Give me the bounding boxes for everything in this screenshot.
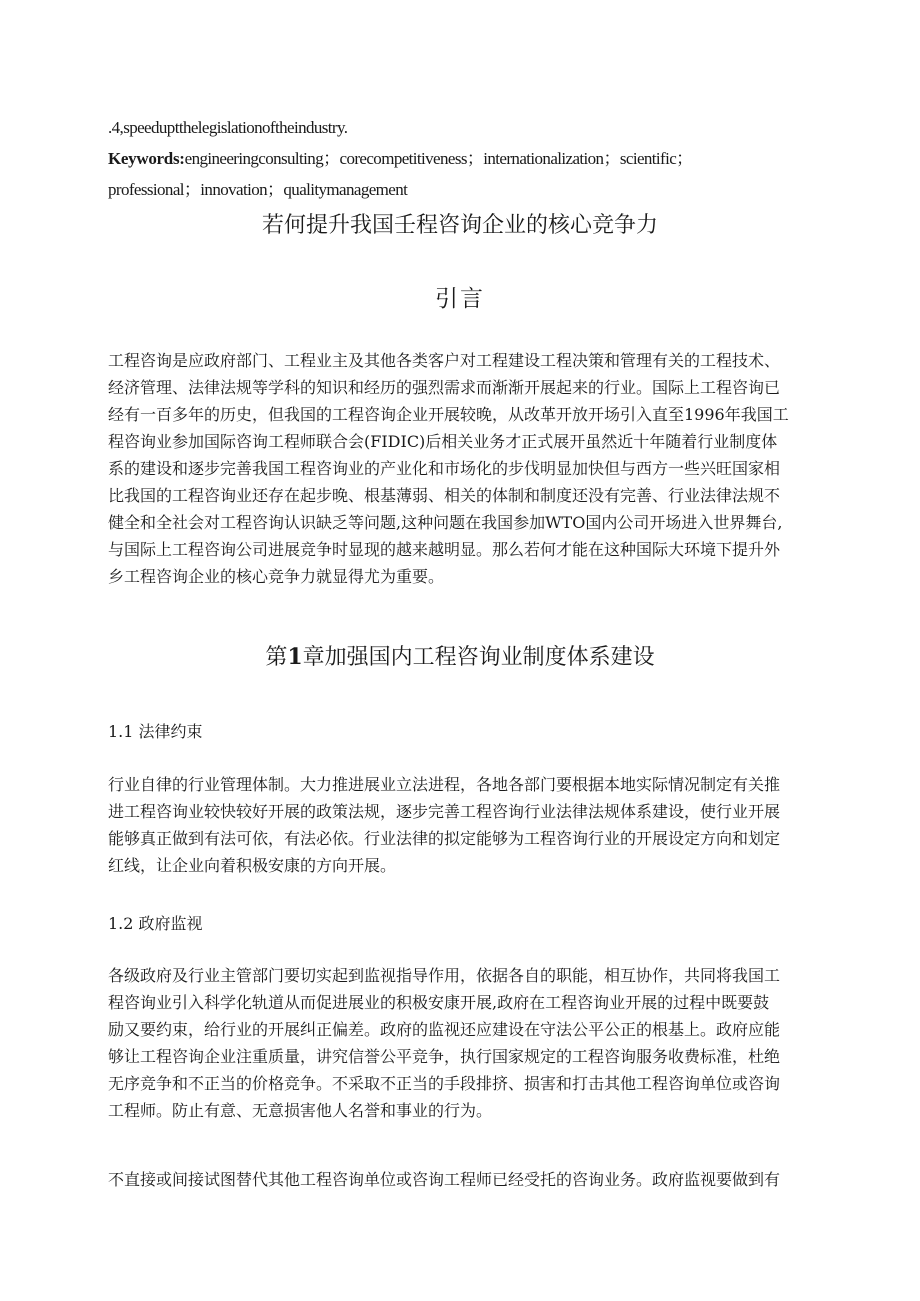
keywords-line <box>108 143 808 174</box>
intro-heading: 引言 <box>435 286 485 312</box>
chapter-prefix: 第 <box>265 645 288 670</box>
document-title: 若何提升我国壬程咨询企业的核心竞争力 <box>261 213 658 238</box>
paragraph-line: 不直接或间接试图替代其他工程咨询单位或咨询工程师已经受托的咨询业务。政府监视要做到有 <box>108 1170 781 1189</box>
section-heading-1-1: 1.1 法律约束 <box>108 722 203 741</box>
paragraph-line: 励又要约束，给行业的开展纠正偏差。政府的监视还应建设在守法公平公正的根基上。政府应能 <box>108 1020 781 1039</box>
keywords-label: Keywords: <box>108 149 185 168</box>
final-paragraph <box>108 1166 820 1193</box>
paragraph-line: 行业自律的行业管理体制。大力推进展业立法进程，各地各部门要根据本地实际情况制定有关推 <box>108 775 781 794</box>
paragraph-line: 健全和全社会对工程咨询认识缺乏等问题,这种问题在我国参加WTO国内公司开场进入世界舞台, <box>108 513 783 532</box>
chapter-number: 1 <box>287 644 303 670</box>
paragraph-line: 能够真正做到有法可依，有法必依。行业法律的拟定能够为工程咨询行业的开展设定方向和划定 <box>108 829 781 848</box>
section-heading-1-2: 1.2 政府监视 <box>108 914 203 933</box>
paragraph-line: 比我国的工程咨询业还存在起步晚、根基薄弱、相关的体制和制度还没有完善、行业法律法规不 <box>108 486 781 505</box>
keywords-text: engineeringconsulting；corecompetitiveness；internationalization；scientific； <box>184 149 693 168</box>
paragraph-line: 与国际上工程咨询公司进展竞争时显现的越来越明显。那么若何才能在这种国际大环境下提升外 <box>108 540 781 559</box>
abstract-line: .4,speeduptthelegislationoftheindustry. <box>108 118 348 137</box>
paragraph-line: 系的建设和逐步完善我国工程咨询业的产业化和市场化的步伐明显加快但与西方一些兴旺国家相 <box>108 459 781 478</box>
paragraph-line: 经济管理、法律法规等学科的知识和经历的强烈需求而渐渐开展起来的行业。国际上工程咨询已 <box>108 378 781 397</box>
paragraph-line: 无序竞争和不正当的价格竞争。不采取不正当的手段排挤、损害和打击其他工程咨询单位或咨询 <box>108 1074 781 1093</box>
paragraph-line: 经有一百多年的历史，但我国的工程咨询企业开展较晚，从改革开放开场引入直至1996年我国工 <box>108 405 789 424</box>
paragraph-line: 乡工程咨询企业的核心竞争力就显得尤为重要。 <box>108 567 445 586</box>
paragraph-line: 各级政府及行业主管部门要切实起到监视指导作用，依据各自的职能，相互协作，共同将我国工 <box>108 966 781 985</box>
paragraph-line: 工程师。防止有意、无意损害他人名誉和事业的行为。 <box>108 1101 493 1120</box>
paragraph-line: 工程咨询是应政府部门、工程业主及其他各类客户对工程建设工程决策和管理有关的工程技术、 <box>108 351 781 370</box>
paragraph-line: 程咨询业参加国际咨询工程师联合会(FIDIC)后相关业务才正式展开虽然近十年随着行业制度体 <box>108 432 778 451</box>
chapter-title: 章加强国内工程咨询业制度体系建设 <box>302 645 655 670</box>
section-1-1-paragraph <box>108 771 820 879</box>
keywords-continuation: professional；innovation；qualitymanagement <box>108 180 408 199</box>
paragraph-line: 够让工程咨询企业注重质量，讲究信誉公平竞争，执行国家规定的工程咨询服务收费标准，杜绝 <box>108 1047 781 1066</box>
paragraph-line: 程咨询业引入科学化轨道从而促进展业的积极安康开展,政府在工程咨询业开展的过程中既要鼓 <box>108 993 770 1012</box>
paragraph-line: 红线，让企业向着积极安康的方向开展。 <box>108 856 397 875</box>
paragraph-line: 进工程咨询业较快较好开展的政策法规，逐步完善工程咨询行业法律法规体系建设，使行业开展 <box>108 802 781 821</box>
intro-paragraph <box>108 347 820 590</box>
section-1-2-paragraph <box>108 962 820 1124</box>
chapter-heading <box>0 640 920 671</box>
